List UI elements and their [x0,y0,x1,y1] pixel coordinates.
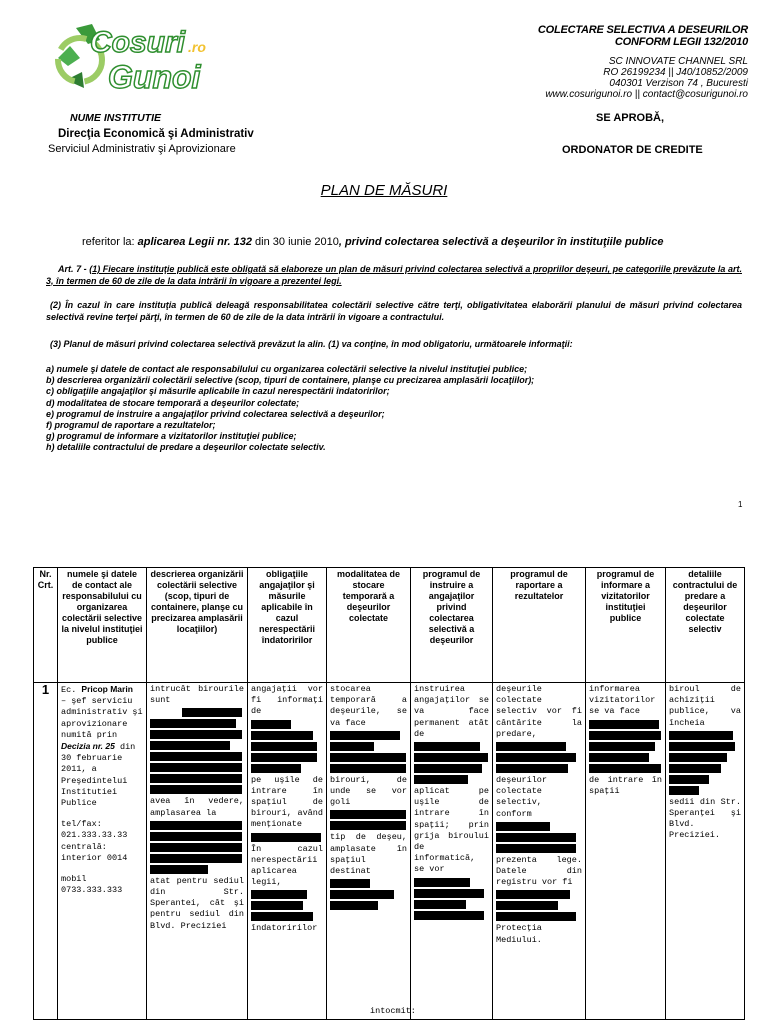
redaction [589,742,655,751]
obligations-text-2: pe uşile de intrare în spaţiul de birouri, având menţionate [251,774,323,830]
redaction [150,763,242,772]
organization-text-2: avea în vedere, amplasarea la [150,796,244,818]
approval-label: SE APROBĂ, [596,112,665,124]
storage-text-3: tip de deşeu, amplasate în spaţiul destinat [330,832,407,877]
reference-prefix: referitor la: [82,236,138,248]
redaction [669,753,727,762]
redaction [414,889,484,898]
reference-subject: , privind colectarea selectivă a deşeurilor în instituţiile publice [338,236,664,248]
information-text-1: informarea vizitatorilor se va face [589,684,656,717]
header-registration: RO 26199234 || J40/10852/2009 [603,67,748,78]
header-contact: www.cosurigunoi.ro || contact@cosurigunoi.ro [545,89,748,100]
reporting-cell [493,683,586,1020]
contract-cell [666,683,745,1020]
responsible-role: – şef serviciu administrativ şi aprovizionare numită prin [61,696,143,740]
redaction [414,742,480,751]
measures-table [33,567,745,1020]
obligations-cell [248,683,327,1020]
header-cell: modalitatea de stocare temporară a deşeurilor colectate [327,568,411,683]
redaction [330,764,406,773]
header-cell: Nr. Crt. [34,568,58,683]
redaction [589,753,649,762]
header-cell: programul de instruire a angajaţilor privind colectarea selectivă a deşeurilor [411,568,493,683]
article-p1-text: (1) Fiecare instituţie publică este obligată să elaboreze un plan de măsuri privind colectarea selectivă a propriilor deşeuri, pe categoriile prevăzute la art. 3, în termen de 60 de zile de la data intrării în vigoare a prezentei legi. [46,264,742,286]
redaction [150,719,236,728]
table-row [34,683,745,1020]
redaction [496,833,576,842]
redaction [150,821,242,830]
redaction [414,900,466,909]
reporting-text-2: deşeurilor colectate selectiv, conform [496,775,548,819]
article-number: Art. 7 - [58,264,90,274]
redaction [330,731,400,740]
redaction [669,731,733,740]
redaction [251,890,307,899]
redaction [150,865,208,874]
reference-line [82,236,663,248]
contract-text-1: biroul de achiziţii publice, va încheia [669,684,741,728]
storage-text-1: stocarea temporară a deşeurile, se va face [330,684,407,728]
redaction [330,890,394,899]
reporting-text-3: prezenta lege. Datele din registru vor fi [496,854,582,888]
direction-name: Direcţia Economică şi Administrativ [58,128,254,140]
obligations-text-1: angajaţii vor fi informaţi de [251,684,323,717]
list-item: d) modalitatea de stocare temporară a deşeurilor colectate; [46,397,300,408]
reporting-text-4: Protecţia Mediului. [496,923,542,945]
reference-law: aplicarea Legii nr. 132 [137,236,252,248]
redaction [150,774,242,783]
organization-text-3: atat pentru sediul din Str. Sperantei, cât şi pentru sediul din Blvd. Preciziei [150,875,244,931]
training-text-3: prin grija biroului de informatică, se vor [414,819,489,875]
reference-date: din 30 iunie 2010 [251,236,339,248]
redaction [251,720,291,729]
redaction [589,764,661,773]
redaction [182,708,242,717]
table-header-row [34,568,745,683]
redaction [669,786,699,795]
redaction [251,764,301,773]
logo-word-1: Cosuri [90,26,186,59]
company-logo [48,18,258,100]
service-name: Serviciul Administrativ şi Aprovizionare [48,143,236,155]
redaction [150,730,242,739]
storage-cell [327,683,411,1020]
redaction [330,901,378,910]
redaction [496,844,576,853]
contract-text-2: sedii din Str. Speranţei şi Blvd. Preciziei. [669,796,741,841]
list-item: f) programul de raportare a rezultatelor; [46,420,216,431]
header-company: SC INNOVATE CHANNEL SRL [608,56,748,67]
training-cell [411,683,493,1020]
redaction [330,821,406,830]
redaction [251,833,321,842]
redaction [150,843,242,852]
redaction [496,742,566,751]
organization-cell [147,683,248,1020]
redaction [669,742,735,751]
training-text-2: aplicat pe uşile de intrare în spaţii; [414,786,489,830]
redaction [414,753,488,762]
header-cell: programul de informare a vizitatorilor instituţiei publice [586,568,666,683]
redaction [330,753,406,762]
redaction [496,912,576,921]
redaction [251,912,313,921]
article-paragraph-3: (3) Planul de măsuri privind colectarea selectivă prevăzut la alin. (1) va conţine, în mod obligatoriu, următoarele informaţii: [50,339,573,349]
header-cell: descrierea organizării colectării selective (scop, tipuri de containere, planşe cu precizarea amplasării locaţiilor) [147,568,248,683]
mobile-info: mobil 0733.333.333 [61,874,123,896]
redaction [414,911,484,920]
redaction [150,785,242,794]
page-number: 1 [738,500,743,509]
redaction [669,764,721,773]
redaction [150,752,242,761]
obligations-text-3: În cazul nerespectării aplicarea legii, [251,843,323,888]
responsible-cell [58,683,147,1020]
redaction [150,832,242,841]
header-cell: detaliile contractului de predare a deşeurilor colectate selectiv [666,568,745,683]
redaction [589,720,659,729]
information-text-2: de intrare în spaţii [589,774,662,796]
list-item: c) obligaţiile angajaţilor şi măsurile aplicabile în cazul nerespectării îndatoririlor; [46,386,390,397]
organization-text-1: intrucât birourile sunt [150,684,244,706]
storage-text-2: birouri, de unde se vor goli [330,774,407,808]
header-cell: programul de raportare a rezultatelor [493,568,586,683]
article-paragraph-2: (2) În cazul în care instituţia publică deleagă responsabilitatea colectării selective către terţi, obligativitatea elaborării planului de măsuri privind colectarea selectivă revine terţei părţi, în termen de 60 de zile de la data intrării în vigoare a contractului. [46,300,742,322]
redaction [251,742,317,751]
header-cell: obligaţiile angajaţilor şi măsurile aplicabile în cazul nerespectării îndatoririlor [248,568,327,683]
requirements-list [46,364,534,454]
ordonator-label: ORDONATOR DE CREDITE [562,144,703,156]
company-details [538,24,748,100]
list-item: g) programul de informare a vizitatorilor instituţiei publice; [46,431,297,442]
logo-suffix: .ro [188,39,206,55]
page-title: PLAN DE MĂSURI [320,182,448,199]
list-item: b) descrierea organizării colectării selective (scop, tipuri de containere, planşe cu precizarea amplasării locaţiilor); [46,375,535,386]
redaction [414,878,470,887]
list-item: a) numele şi datele de contact ale responsabilului cu organizarea colectării selective la nivelul instituţiei publice; [46,364,528,374]
header-address: 040301 Verzison 74 , Bucuresti [609,78,748,89]
obligations-text-4: îndatoririlor [251,923,318,934]
redaction [496,822,550,831]
redaction [330,810,406,819]
logo-word-2: Gunoi [108,59,201,95]
redaction [496,890,570,899]
responsible-name: Pricop Marin [81,684,133,694]
title-prefix: Ec. [61,685,82,695]
recycle-logo-icon [48,18,258,100]
redaction [589,731,661,740]
redaction [496,901,558,910]
redaction [150,854,242,863]
redaction [330,742,374,751]
institution-name: NUME INSTITUTIE [70,112,161,124]
redaction [496,764,568,773]
redaction [330,879,370,888]
redaction [150,741,230,750]
information-cell [586,683,666,1020]
decision-details: din 30 februarie 2011, a Preşedintelui Institutiei Publice [61,742,136,809]
reporting-text-1: deşeurile colectate selectiv vor fi cântărite la predare, [496,684,582,739]
redaction [414,764,482,773]
redaction [669,775,709,784]
redaction [414,775,468,784]
training-text-1: instruirea angajaţilor se va face permanent atât de [414,684,489,739]
prepared-by-label: intocmit: [370,1006,416,1016]
article-paragraph-1 [46,264,742,287]
redaction [251,753,317,762]
row-number: 1 [34,683,58,1020]
list-item: h) detaliile contractului de predare a deşeurilor colectate selectiv. [46,442,326,453]
redaction [496,753,576,762]
header-line-1: COLECTARE SELECTIVA A DESEURILOR [537,24,748,36]
decision-number: Decizia nr. 25 [61,741,115,752]
redaction [251,901,303,910]
redaction [251,731,313,740]
list-item: e) programul de instruire a angajaţilor privind colectarea selectivă a deşeurilor; [46,408,385,419]
phone-info: tel/fax: 021.333.33.33 centrală: interior 0014 [61,819,128,863]
header-line-2: CONFORM LEGII 132/2010 [614,36,748,48]
header-cell: numele şi datele de contact ale responsabilului cu organizarea colectării selective la nivelul instituţiei publice [58,568,147,683]
